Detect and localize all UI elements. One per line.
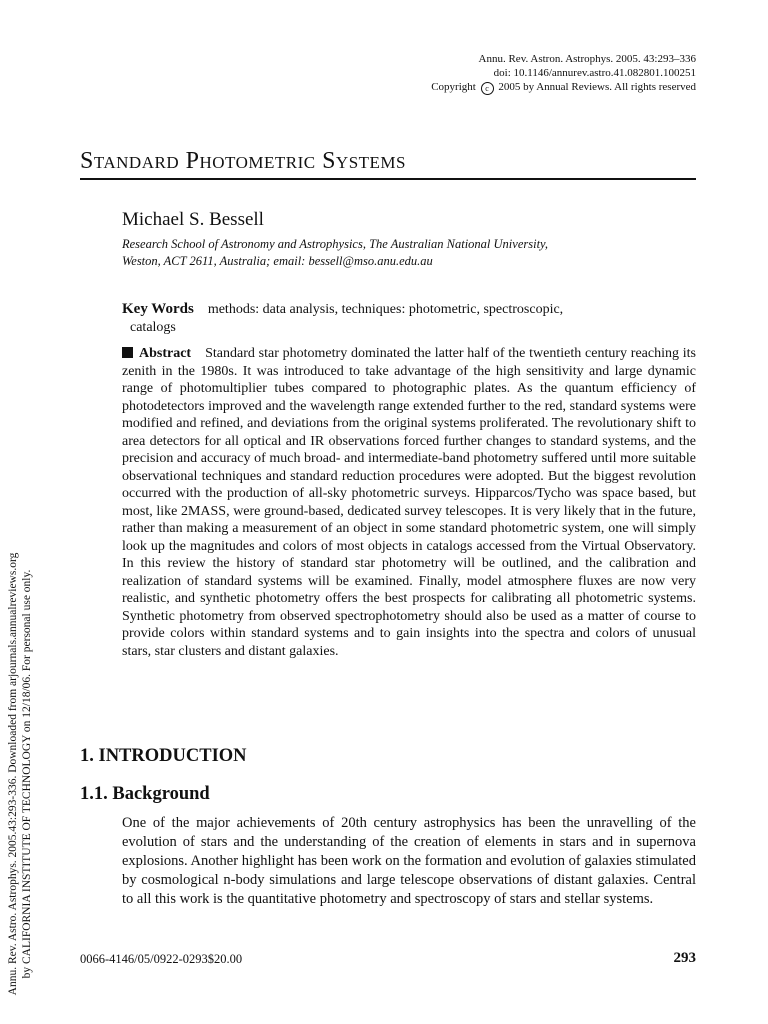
download-watermark [6, 534, 36, 1014]
copyright-icon: c [481, 82, 494, 95]
subsection-heading-background: 1.1. Background [80, 784, 210, 804]
keywords-block [122, 300, 696, 337]
page-number: 293 [673, 950, 696, 966]
footer-code: 0066-4146/05/0922-0293$20.00 [80, 952, 243, 966]
copyright-prefix: Copyright [431, 81, 476, 93]
copyright-line [276, 80, 696, 95]
abstract-square-icon [122, 347, 133, 358]
abstract-block [122, 345, 696, 660]
journal-doi: doi: 10.1146/annurev.astro.41.082801.100251 [493, 67, 696, 79]
keywords-line1 [122, 300, 696, 319]
author-block [122, 208, 696, 270]
copyright-text: 2005 by Annual Reviews. All rights reserved [498, 81, 696, 93]
abstract-label: Abstract [139, 346, 192, 361]
abstract-text: Standard star photometry dominated the latter half of the twentieth century reaching its zenith in the 1980s. It was introduced to take advantage of the high sensitivity and large dynamic range of photomultiplier tubes compared to photographic plates. As the quantum efficiency of photodetectors improved and the wavelength range extended further to the red, standard systems were modified and refined, and deviations from the original systems proliferated. The revolutionary shift to area detectors for all optical and IR observations forced further changes to standard systems, and the precision and accuracy of much broad- and intermediate-band photometry suffered until more suitable observational techniques and standard reduction procedures were adopted. But the biggest revolution occurred with the production of all-sky photometric surveys. Hipparcos/Tycho was space based, but most, like 2MASS, were ground-based, dedicated survey telescopes. It is very likely that in the future, rather than making a measurement of an object in some standard photometric system, one will simply look up the magnitudes and colors of most objects in catalogs accessed from the Virtual Observatory. In this review the history of standard star photometry will be outlined, and the calibration and realization of standard systems will be examined. Finally, model atmosphere fluxes are now very realistic, and synthetic photometry offers the best prospects for calibrating all photometric systems. Synthetic photometry from observed spectrophotometry should also be used as a matter of course to provide colors within standard systems and to gain insights into the spectra and colors of unusual stars, star clusters and distant galaxies. [122, 346, 696, 659]
author-name: Michael S. Bessell [122, 209, 264, 230]
article-title: Standard Photometric Systems [80, 146, 696, 180]
author-affiliation [122, 236, 696, 270]
journal-citation: Annu. Rev. Astron. Astrophys. 2005. 43:293–336 [478, 53, 696, 65]
keywords-line2: catalogs [130, 320, 176, 335]
download-watermark-line2: by CALIFORNIA INSTITUTE OF TECHNOLOGY on 12/18/06. For personal use only. [21, 569, 33, 979]
journal-header [276, 52, 696, 95]
affiliation-line2: Weston, ACT 2611, Australia; email: bessell@mso.anu.edu.au [122, 254, 433, 268]
keywords-text: methods: data analysis, techniques: photometric, spectroscopic, [207, 302, 564, 317]
affiliation-line1: Research School of Astronomy and Astrophysics, The Australian National University, [122, 237, 549, 251]
download-watermark-line1: Annu. Rev. Astro. Astrophys. 2005.43:293-336. Downloaded from arjournals.annualreviews.org [7, 552, 19, 996]
section-heading-introduction: 1. INTRODUCTION [80, 746, 247, 766]
keywords-label: Key Words [122, 301, 194, 317]
body-paragraph: One of the major achievements of 20th century astrophysics has been the unravelling of the evolution of stars and the understanding of the creation of elements in stars and in supernova explosions. Another highlight has been work on the formation and evolution of galaxies stimulated by cosmological n-body simulations and large telescope observations of distant galaxies. Central to all this work is the quantitative photometry and spectroscopy of stars and stellar systems. [122, 815, 696, 907]
